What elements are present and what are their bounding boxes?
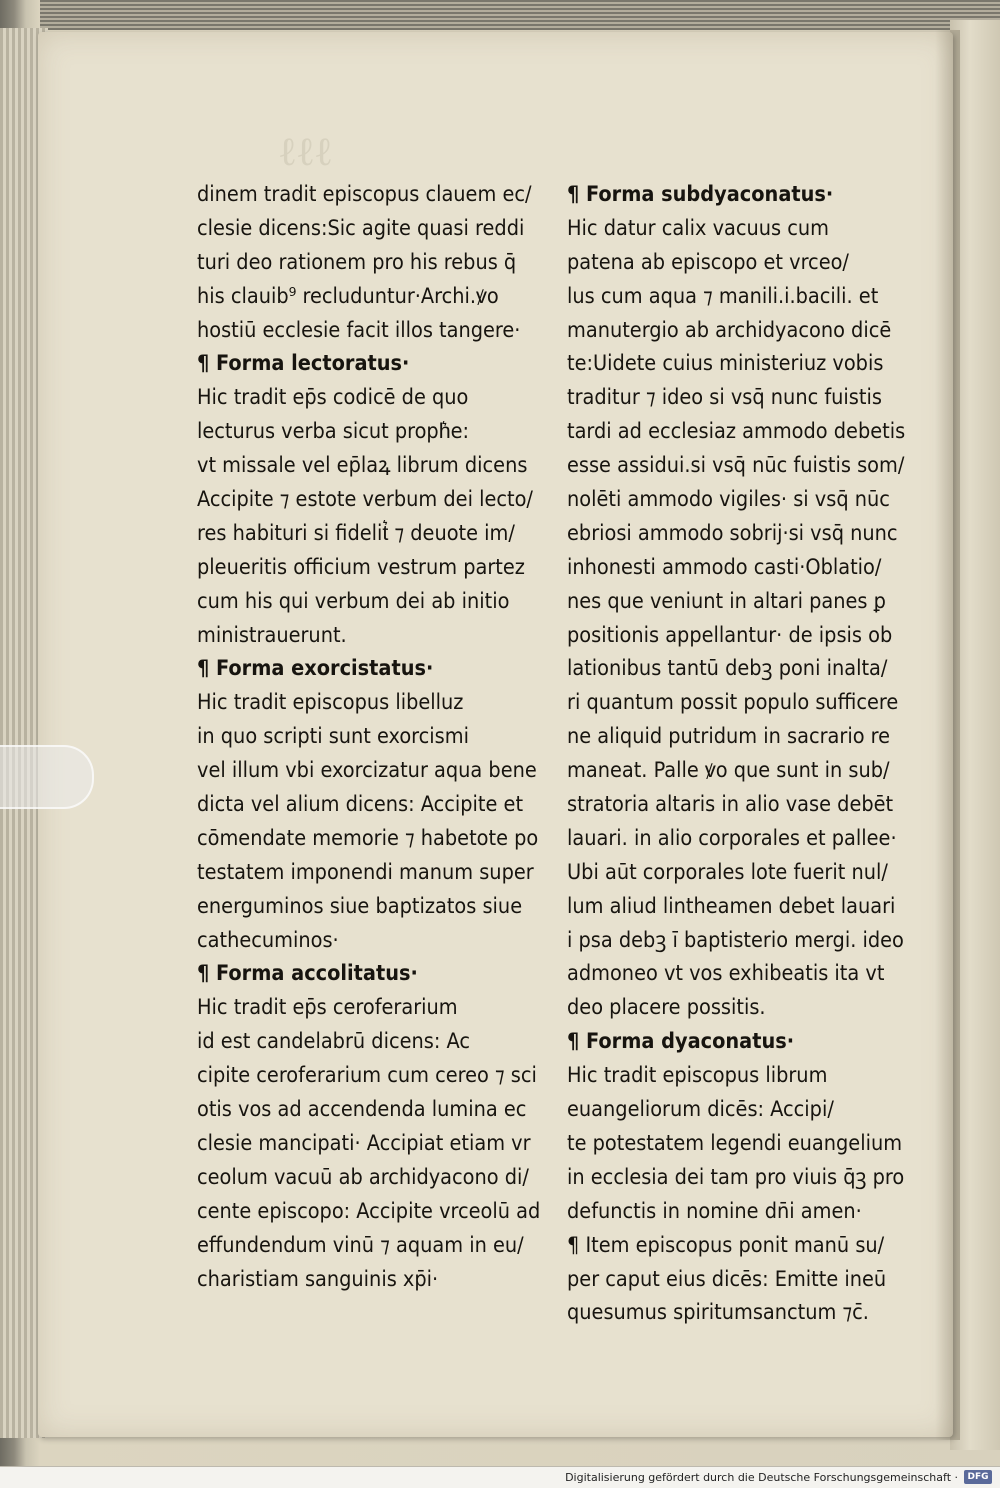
text-line: nes que veniunt in altari panes ꝑ (567, 588, 886, 614)
text-line: ¶ Forma exorcistatus· (197, 656, 434, 682)
text-line: cōmendate memorie ⁊ habetote po (197, 825, 539, 851)
text-line: maneat. Palle ꝟo que sunt in sub/ (567, 758, 890, 784)
text-line: res habituri si fidelit͛ ⁊ deuote im/ (197, 520, 515, 546)
book-top-edge (40, 0, 1000, 30)
text-line: pleueritis officium vestrum partez (197, 554, 525, 580)
text-line: inhonesti ammodo casti·Oblatio/ (567, 554, 882, 580)
text-line: testatem imponendi manum super (197, 859, 534, 885)
text-line: lauari. in alio corporales et pallee· (567, 825, 897, 851)
text-line: id est candelabrū dicens: Ac (197, 1029, 470, 1055)
text-line: Hic tradit ep̄s codicē de quo (197, 385, 469, 411)
text-line: te potestatem legendi euangelium (567, 1130, 903, 1156)
text-line: dinem tradit episcopus clauem ec/ (197, 182, 532, 207)
text-line: ¶ Item episcopus ponit manū su/ (567, 1232, 885, 1258)
text-line: clesie dicens:Sic agite quasi reddi (197, 215, 525, 241)
text-line: positionis appellantur· de ipsis ob (567, 622, 893, 648)
text-line: per caput eius dicēs: Emitte ineū (567, 1266, 887, 1292)
text-line: stratoria altaris in alio vase debēt (567, 792, 894, 818)
text-line: cathecuminos· (197, 927, 339, 953)
text-line: ¶ Forma accolitatus· (197, 961, 418, 987)
text-line: vt missale vel ep̄laꝝ librum dicens (197, 453, 528, 479)
text-line: traditur ⁊ ideo si vsq̄ nunc fuistis (567, 385, 882, 411)
text-line: charistiam sanguinis xp̄i· (197, 1266, 439, 1292)
text-line: ¶ Forma lectoratus· (197, 351, 410, 377)
text-line: i psa debꝫ ī baptisterio mergi. ideo (567, 927, 904, 953)
text-line: te:Uidete cuius ministeriuz vobis (567, 351, 884, 377)
text-line: manutergio ab archidyacono dicē (567, 317, 892, 343)
text-line: cente episcopo: Accipite vrceolū ad (197, 1198, 541, 1224)
text-line: his clauib⁹ recluduntur·Archi.ꝟo (197, 283, 499, 309)
show-through-text: ℓℓℓ (280, 128, 334, 175)
text-line: lationibus tantū debꝫ poni inalta/ (567, 656, 888, 682)
text-line: lecturus verba sicut proph͛e: (197, 419, 470, 445)
right-text-column (567, 178, 912, 1330)
text-line: in ecclesia dei tam pro viuis q̄ꝫ pro (567, 1164, 905, 1190)
gutter-shadow (935, 30, 960, 1440)
text-line: euangeliorum dicēs: Accipi/ (567, 1097, 834, 1123)
text-line: lus cum aqua ⁊ manili.i.bacili. et (567, 283, 879, 309)
page-clip (0, 745, 94, 809)
text-line: deo placere possitis. (567, 995, 766, 1021)
text-line: otis vos ad accendenda lumina ec (197, 1097, 527, 1123)
footer-bar (0, 1466, 1000, 1488)
text-line: ministrauerunt. (197, 622, 347, 648)
dfg-logo: DFG (964, 1470, 992, 1484)
text-line: Hic tradit episcopus librum (567, 1063, 828, 1089)
text-line: cum his qui verbum dei ab initio (197, 588, 510, 614)
text-line: admoneo vt vos exhibeatis ita vt (567, 961, 885, 987)
text-line: in quo scripti sunt exorcismi (197, 724, 469, 750)
text-line: ceolum vacuū ab archidyacono di/ (197, 1164, 529, 1190)
text-line: ebriosi ammodo sobrij·si vsq̄ nunc (567, 520, 898, 546)
text-line: Accipite ⁊ estote verbum dei lecto/ (197, 487, 533, 513)
text-line: tardi ad ecclesiaz ammodo debetis (567, 419, 906, 445)
text-line: turi deo rationem pro his rebus q̄ (197, 249, 517, 275)
text-line: esse assidui.si vsq̄ nūc fuistis som/ (567, 453, 905, 479)
left-text-column (197, 178, 547, 1296)
text-line: effundendum vinū ⁊ aquam in eu/ (197, 1232, 524, 1258)
footer-credit: Digitalisierung gefördert durch die Deutsche Forschungsgemeinschaft · (565, 1471, 958, 1484)
text-line: clesie mancipati· Accipiat etiam vr (197, 1130, 531, 1156)
text-line: cipite ceroferarium cum cereo ⁊ sci (197, 1063, 537, 1089)
text-line: ri quantum possit populo sufficere (567, 690, 899, 716)
text-line: Ubi aūt corporales lote fuerit nul/ (567, 859, 888, 885)
text-line: Hic tradit episcopus libelluz (197, 690, 464, 716)
text-line: ¶ Forma dyaconatus· (567, 1029, 795, 1055)
text-line: energuminos siue baptizatos siue (197, 893, 523, 919)
text-line: hostiū ecclesie facit illos tangere· (197, 317, 521, 343)
text-line: vel illum vbi exorcizatur aqua bene (197, 758, 537, 784)
text-line: patena ab episcopo et vrceo/ (567, 249, 849, 275)
text-line: dicta vel alium dicens: Accipite et (197, 792, 524, 818)
text-line: lum aliud lintheamen debet lauari (567, 893, 896, 919)
text-line: Hic tradit ep̄s ceroferarium (197, 995, 458, 1021)
text-line: quesumus spiritumsanctum ⁊c̄. (567, 1300, 869, 1326)
text-line: nolēti ammodo vigiles· si vsq̄ nūc (567, 487, 890, 513)
text-line: ne aliquid putridum in sacrario re (567, 724, 891, 750)
text-line: ¶ Forma subdyaconatus· (567, 182, 834, 207)
text-line: defunctis in nomine dn̄i amen· (567, 1198, 862, 1224)
text-line: Hic datur calix vacuus cum (567, 215, 829, 241)
